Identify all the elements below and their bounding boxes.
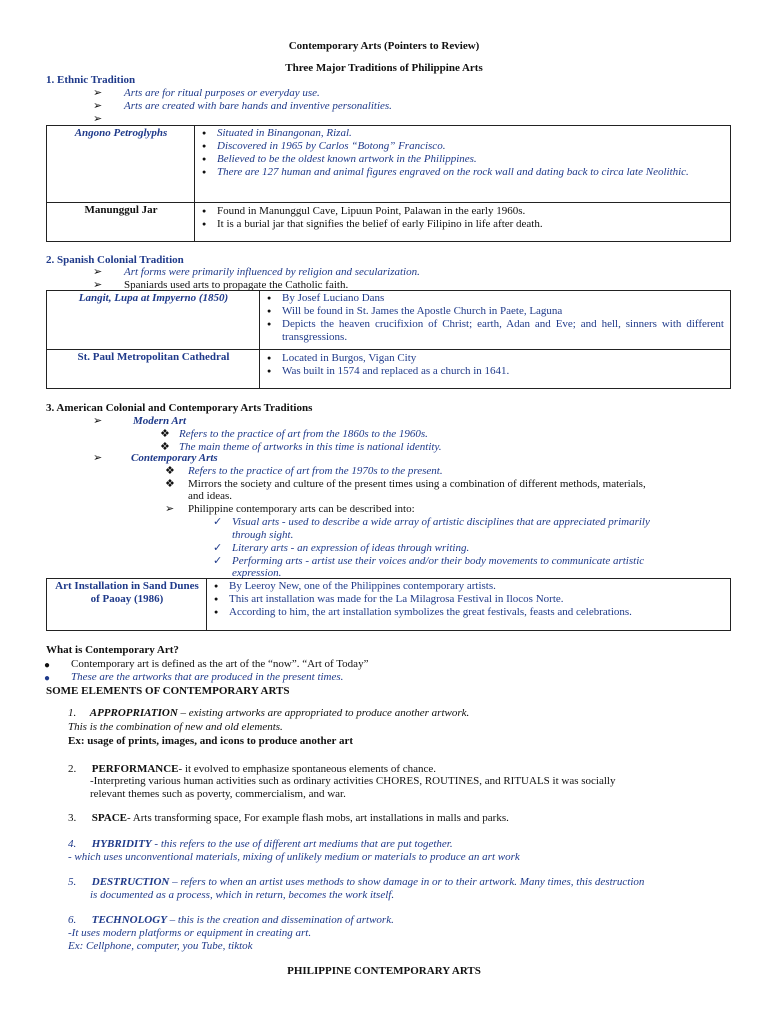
arrow-bullet-icon: ➢ — [93, 266, 103, 278]
diamond-bullet-icon: ❖ — [160, 428, 170, 440]
element-line: - which uses unconventional materials, mixing of unlikely medium or materials to produce an art work — [68, 851, 520, 863]
element-item — [68, 838, 453, 851]
element-name: HYBRIDITY — [91, 838, 152, 850]
modern-point: The main theme of artworks in this time is national identity. — [179, 441, 442, 453]
modern-point: Refers to the practice of art from the 1860s to the 1960s. — [179, 428, 428, 440]
section-footer-heading: PHILIPPINE CONTEMPORARY ARTS — [287, 965, 481, 977]
list-item: ● According to him, the art installation symbolizes the great festivals, feasts and celebrations. — [211, 606, 726, 619]
element-desc: – existing artworks are appropriated to produce another artwork. — [177, 707, 470, 719]
arrow-bullet-icon: ➢ — [93, 415, 103, 427]
table-row-items — [264, 352, 724, 378]
check-bullet-icon: ✓ — [213, 542, 223, 554]
art-type-item: Visual arts - used to describe a wide array of artistic disciplines that are appreciated primarily — [232, 516, 650, 528]
element-desc: – this is the creation and dissemination of artwork. — [166, 914, 394, 926]
table-row-title: St. Paul Metropolitan Cathedral — [77, 351, 230, 363]
list-item: ● Located in Burgos, Vigan City — [264, 352, 724, 365]
what-paragraph: Contemporary art is defined as the art of the “now”. “Art of Today” — [71, 658, 369, 670]
spanish-point: Art forms were primarily influenced by religion and secularization. — [124, 266, 420, 278]
diamond-bullet-icon: ❖ — [165, 465, 175, 477]
diamond-bullet-icon: ❖ — [165, 478, 175, 490]
section-heading-american: 3. American Colonial and Contemporary Arts Traditions — [46, 402, 313, 414]
element-item — [68, 914, 394, 927]
ethnic-point: Arts are for ritual purposes or everyday use. — [124, 87, 320, 99]
arrow-bullet-icon: ➢ — [93, 100, 103, 112]
list-item: ● This art installation was made for the La Milagrosa Festival in Ilocos Norte. — [211, 593, 726, 606]
what-heading: What is Contemporary Art? — [46, 644, 179, 656]
spanish-table — [46, 290, 731, 389]
element-number: 3. — [68, 812, 77, 824]
table-row-title: Angono Petroglyphs — [74, 127, 168, 139]
art-type-item: Performing arts - artist use their voices and/or their body movements to communicate artistic — [232, 555, 645, 567]
list-item: ● It is a burial jar that signifies the belief of early Filipino in life after death. — [199, 218, 724, 231]
element-line: is documented as a process, which in return, becomes the work itself. — [90, 889, 395, 901]
list-item: ● Found in Manunggul Cave, Lipuun Point, Palawan in the early 1960s. — [199, 205, 724, 218]
section-heading-ethnic: 1. Ethnic Tradition — [46, 74, 136, 86]
element-line: -It uses modern platforms or equipment in creating art. — [68, 927, 312, 939]
contemporary-point: Philippine contemporary arts can be described into: — [188, 503, 415, 515]
element-number: 4. — [68, 838, 77, 850]
list-item: ● Depicts the heaven crucifixion of Christ; earth, Adan and Eve; and hell, sinners with different transgressions. — [264, 318, 724, 344]
ethnic-point: Arts are created with bare hands and inventive personalities. — [124, 100, 392, 112]
elements-heading: SOME ELEMENTS OF CONTEMPORARY ARTS — [46, 685, 290, 697]
element-number: 2. — [68, 763, 77, 775]
contemporary-point-cont: and ideas. — [188, 490, 232, 502]
element-item — [68, 812, 509, 825]
list-item: ● Situated in Binangonan, Rizal. — [199, 127, 724, 140]
contemporary-point: Mirrors the society and culture of the present times using a combination of different methods, materials, — [188, 478, 646, 490]
arrow-bullet-icon: ➢ — [93, 87, 103, 99]
element-desc: - Arts transforming space, For example flash mobs, art installations in malls and parks. — [127, 812, 509, 824]
art-type-item-cont: expression. — [232, 567, 282, 579]
element-desc: - this refers to the use of different art mediums that are put together. — [151, 838, 453, 850]
art-type-item: Literary arts - an expression of ideas through writing. — [232, 542, 470, 554]
list-item: ● Discovered in 1965 by Carlos “Botong” Francisco. — [199, 140, 724, 153]
document-title: Contemporary Arts (Pointers to Review) — [288, 40, 480, 52]
document-subtitle: Three Major Traditions of Philippine Arts — [285, 62, 483, 74]
element-line: Ex: usage of prints, images, and icons to produce another art — [68, 735, 353, 747]
element-name: DESTRUCTION — [91, 876, 170, 888]
bullet-icon: ● — [44, 660, 51, 671]
list-item: ● Was built in 1574 and replaced as a church in 1641. — [264, 365, 724, 378]
list-item: ● There are 127 human and animal figures engraved on the rock wall and dating back to circa late Neolithic. — [199, 166, 724, 179]
list-item: ● Will be found in St. James the Apostle Church in Paete, Laguna — [264, 305, 724, 318]
table-row-title: Manunggul Jar — [84, 204, 158, 216]
element-line: -Interpreting various human activities such as ordinary activities CHORES, ROUTINES, and RITUALS it was socially — [90, 775, 616, 787]
list-item: ● By Leeroy New, one of the Philippines contemporary artists. — [211, 580, 726, 593]
element-desc: – refers to when an artist uses methods to show damage in or to their artwork. Many times, this destruction — [169, 876, 645, 888]
section-heading-spanish: 2. Spanish Colonial Tradition — [46, 254, 184, 266]
list-item: ● By Josef Luciano Dans — [264, 292, 724, 305]
table-row-items — [199, 205, 724, 231]
element-item — [68, 707, 469, 720]
list-item: ● Believed to be the oldest known artwork in the Philippines. — [199, 153, 724, 166]
ethnic-table — [46, 125, 731, 242]
arrow-bullet-icon: ➢ — [93, 452, 103, 464]
contemporary-arts-label: Contemporary Arts — [131, 452, 218, 464]
diamond-bullet-icon: ❖ — [160, 441, 170, 453]
element-number: 5. — [68, 876, 77, 888]
element-number: 1. — [68, 707, 77, 719]
arrow-bullet-icon: ➢ — [165, 503, 175, 515]
table-row-items — [199, 127, 724, 179]
element-name: APPROPRIATION — [89, 707, 178, 719]
element-name: SPACE — [91, 812, 127, 824]
bullet-icon: ● — [44, 673, 51, 684]
modern-art-label: Modern Art — [133, 415, 187, 427]
element-line: This is the combination of new and old elements. — [68, 721, 283, 733]
spanish-point: Spaniards used arts to propagate the Catholic faith. — [124, 279, 349, 291]
table-row-title: Langit, Lupa at Impyerno (1850) — [78, 292, 229, 304]
table-row-items — [264, 292, 724, 344]
arrow-bullet-icon: ➢ — [93, 113, 103, 125]
contemporary-table — [46, 578, 731, 631]
table-row-items — [211, 580, 726, 619]
element-name: PERFORMANCE — [91, 763, 179, 775]
element-name: TECHNOLOGY — [91, 914, 167, 926]
element-desc: - it evolved to emphasize spontaneous elements of chance. — [178, 763, 437, 775]
what-paragraph: These are the artworks that are produced in the present times. — [71, 671, 344, 683]
check-bullet-icon: ✓ — [213, 555, 223, 567]
element-line: Ex: Cellphone, computer, you Tube, tiktok — [68, 940, 253, 952]
art-type-item-cont: through sight. — [232, 529, 294, 541]
contemporary-point: Refers to the practice of art from the 1970s to the present. — [188, 465, 443, 477]
arrow-bullet-icon: ➢ — [93, 279, 103, 291]
table-row-title: Art Installation in Sand Dunes of Paoay (1986) — [55, 580, 199, 605]
element-item — [68, 876, 644, 889]
element-number: 6. — [68, 914, 77, 926]
check-bullet-icon: ✓ — [213, 516, 223, 528]
element-line: relevant themes such as poverty, commercialism, and war. — [90, 788, 346, 800]
